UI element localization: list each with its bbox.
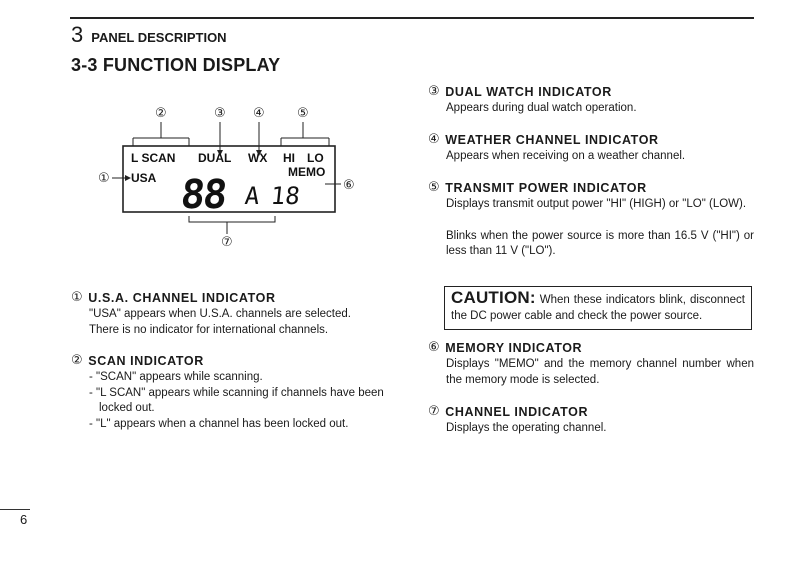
footer-rule [0, 509, 30, 510]
weather-channel-number: ④ [428, 132, 441, 147]
weather-channel-section [428, 132, 754, 165]
lcd-dual-label: DUAL [198, 151, 232, 165]
callout-1: ① [98, 171, 110, 186]
lcd-lscan-label: L SCAN [131, 151, 176, 165]
callout-7: ⑦ [221, 235, 233, 250]
usa-indicator-line-1: "USA" appears when U.S.A. channels are selected. [89, 308, 351, 320]
memory-indicator-heading [428, 340, 754, 355]
memory-indicator-section [428, 340, 754, 388]
lcd-wx-label: WX [248, 151, 268, 165]
transmit-power-section [428, 180, 754, 260]
dual-watch-body: Appears during dual watch operation. [446, 102, 637, 114]
transmit-power-heading [428, 180, 754, 195]
page-number: 6 [20, 512, 28, 527]
list-item: - "SCAN" appears while scanning. [89, 370, 401, 386]
usa-indicator-line-2: There is no indicator for international channels. [89, 323, 329, 336]
chapter-title: PANEL DESCRIPTION [91, 30, 227, 45]
callout-2: ② [155, 106, 167, 121]
channel-indicator-title: CHANNEL INDICATOR [445, 404, 589, 419]
scan-indicator-number: ② [71, 353, 84, 368]
transmit-power-body: Displays transmit output power "HI" (HIGH) or "LO" (LOW). [446, 198, 747, 210]
memory-indicator-title: MEMORY INDICATOR [445, 340, 583, 355]
memory-indicator-body: Displays "MEMO" and the memory channel number when the memory mode is selected. [446, 358, 754, 386]
weather-channel-body: Appears when receiving on a weather channel. [446, 150, 686, 162]
dual-watch-heading [428, 84, 754, 99]
scan-indicator-title: SCAN INDICATOR [88, 353, 204, 368]
usa-indicator-title: U.S.A. CHANNEL INDICATOR [88, 290, 276, 305]
caution-box [444, 286, 752, 330]
chapter-number: 3 [71, 22, 84, 47]
list-item: - "L" appears when a channel has been locked out. [89, 417, 401, 433]
callout-6: ⑥ [343, 178, 355, 193]
lcd-memo-label: MEMO [288, 165, 326, 179]
usa-indicator-body [71, 307, 401, 338]
channel-indicator-section [428, 404, 754, 437]
caution-text: When these indicators blink, disconnect the DC power cable and check the power source. [451, 294, 745, 322]
header-rule [70, 17, 754, 19]
channel-indicator-number: ⑦ [428, 404, 441, 419]
dual-watch-title: DUAL WATCH INDICATOR [445, 84, 612, 99]
caution-label: CAUTION: [451, 288, 536, 307]
dual-watch-section [428, 84, 754, 117]
usa-indicator-number: ① [71, 290, 84, 305]
function-display-diagram [85, 100, 375, 260]
usa-indicator-heading [71, 290, 401, 305]
channel-indicator-heading [428, 404, 754, 419]
scan-indicator-section [71, 353, 401, 432]
callout-3: ③ [214, 106, 226, 121]
transmit-power-number: ⑤ [428, 180, 441, 195]
channel-indicator-body: Displays the operating channel. [446, 422, 607, 434]
lcd-usa-label: USA [131, 171, 157, 185]
lcd-lo-label: LO [307, 151, 324, 165]
chapter-heading [71, 22, 227, 48]
transmit-power-blink-note: Blinks when the power source is more than 16.5 V ("HI") or less than 11 V ("LO"). [446, 229, 754, 257]
list-item: - "L SCAN" appears while scanning if channels have been locked out. [89, 386, 401, 417]
scan-indicator-heading [71, 353, 401, 368]
lcd-char-a: A [243, 182, 261, 210]
memory-indicator-number: ⑥ [428, 340, 441, 355]
lcd-digits-left: 88 [178, 172, 228, 218]
callout-4: ④ [253, 106, 265, 121]
lcd-digits-right: 18 [269, 182, 302, 210]
usa-indicator-section [71, 290, 401, 338]
weather-channel-title: WEATHER CHANNEL INDICATOR [445, 132, 659, 147]
section-title: 3-3 FUNCTION DISPLAY [71, 55, 281, 75]
callout-5: ⑤ [297, 106, 309, 121]
lcd-hi-label: HI [283, 151, 295, 165]
weather-channel-heading [428, 132, 754, 147]
scan-indicator-list [71, 370, 401, 432]
dual-watch-number: ③ [428, 84, 441, 99]
transmit-power-title: TRANSMIT POWER INDICATOR [445, 180, 647, 195]
